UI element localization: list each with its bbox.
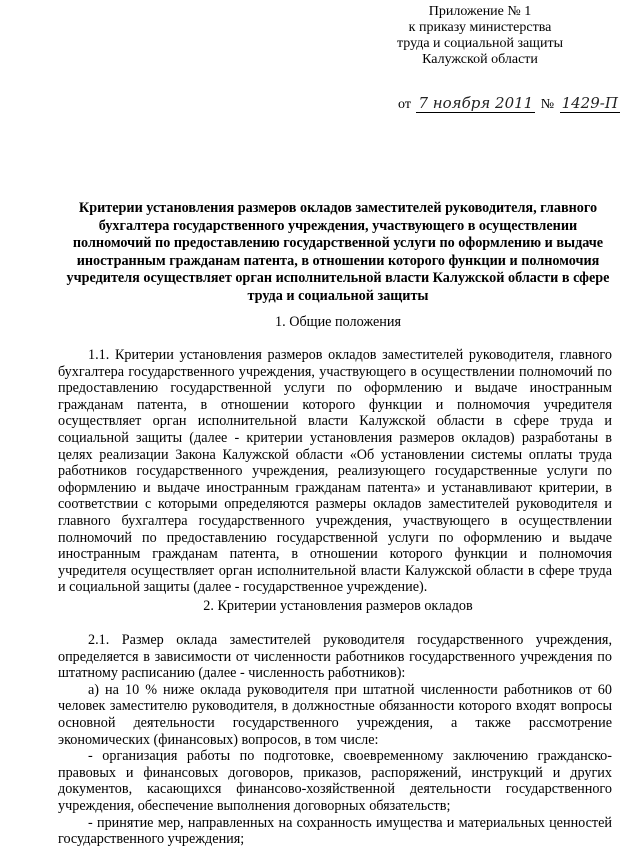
paragraph-line: целях реализации Закона Калужской области «Об установлении системы оплаты труда [58, 446, 612, 463]
title-line: труда и социальной защиты [247, 287, 429, 304]
paragraph-line: - принятие мер, направленных на сохранность имущества и материальных ценностей [88, 814, 612, 831]
document-title [58, 200, 618, 306]
appendix-line-4: Калужской области [422, 52, 538, 67]
paragraph-line: документов, касающихся финансово-хозяйственной деятельности государственного [58, 781, 612, 798]
paragraph-line: а) на 10 % ниже оклада руководителя при штатной численности работников от 60 [88, 681, 612, 698]
title-line: учредителя осуществляет орган исполнительной власти Калужской области в сфере [66, 270, 610, 287]
order-prefix: от [398, 97, 411, 112]
order-number-label: № [540, 97, 555, 112]
paragraph-line: определяется в зависимости от численности работников государственного учреждения по [58, 648, 612, 665]
paragraph-line: работников государственного учреждения, реализующего государственные услуги по [58, 463, 612, 480]
paragraph-line: 1.1. Критерии установления размеров окладов заместителей руководителя, главного [88, 347, 612, 363]
title-line: полномочий по предоставлению государственной услуги по оформлению и выдаче [72, 235, 604, 252]
paragraph-line: и социальной защиты (далее - государственное учреждение). [58, 579, 428, 596]
paragraph-line: - организация работы по подготовке, своевременному заключению гражданско- [88, 748, 612, 765]
paragraph-line: учреждения, обеспечение выполнения договорных обязательств; [58, 797, 451, 814]
paragraph-line: основной деятельности государственного учреждения, а также рассмотрение [58, 714, 612, 731]
title-line: бухгалтера государственного учреждения, участвующего в осуществлении [98, 217, 578, 234]
paragraph-line: штатному расписанию (далее - численность работников): [58, 665, 406, 682]
paragraph-line: человек заместителю руководителя, в должностные обязанности которого входят вопросы [58, 698, 612, 715]
paragraph-line: социальной защиты (далее - критерии установления размеров окладов) разработаны в [58, 429, 612, 446]
paragraph-line: учредителя осуществляет орган исполнительной власти Калужской области в сфере труда [58, 562, 612, 579]
paragraph-line: полномочий по предоставлению государственной услуги по оформлению и выдаче [58, 529, 612, 546]
section-1-heading: 1. Общие положения [275, 314, 401, 330]
appendix-line-2: к приказу министерства [408, 20, 552, 35]
paragraph-line: иностранным гражданам патента, в отношении которого функции и полномочия [58, 546, 612, 563]
paragraph-line: оформлению и выдаче иностранным гражданам патента» и устанавливают критерии, в [58, 479, 612, 496]
section-1-body [58, 347, 612, 596]
paragraph-line: бухгалтера государственного учреждения, участвующего в осуществлении полномочий по [58, 363, 612, 380]
paragraph-line: экономических (финансовых) вопросов, в том числе: [58, 731, 379, 748]
paragraph-line: осуществляет орган исполнительной власти Калужской области в сфере труда и [58, 413, 612, 430]
title-line: иностранным гражданам патента, в отношении которого функции и полномочия [76, 252, 600, 269]
appendix-line-1: Приложение № 1 [428, 4, 532, 19]
order-number-handwritten: 1429-П [561, 94, 618, 112]
section-2-body [58, 632, 612, 848]
paragraph-line: главного бухгалтера государственного учреждения, участвующего в осуществлении [58, 512, 612, 529]
section-2-heading: 2. Критерии установления размеров окладов [203, 598, 473, 614]
appendix-header [380, 4, 580, 68]
order-date-number [398, 94, 622, 114]
appendix-line-3: труда и социальной защиты [397, 36, 563, 51]
paragraph-line: предоставлению государственной услуги по оформлению и выдаче иностранным [58, 380, 612, 397]
title-line: Критерии установления размеров окладов заместителей руководителя, главного [78, 200, 598, 216]
paragraph-line: гражданам патента, в отношении которого функции и полномочия учредителя [58, 396, 612, 413]
paragraph-line: соответствии с которыми определяются размеры окладов заместителей руководителя и [58, 496, 612, 513]
order-date-handwritten: 7 ноября 2011 [418, 94, 534, 112]
paragraph-line: государственного учреждения; [58, 831, 245, 848]
paragraph-line: 2.1. Размер оклада заместителей руководителя государственного учреждения, [88, 632, 612, 648]
paragraph-line: правовых и финансовых договоров, приказов, распоряжений, инструкций и других [58, 764, 612, 781]
